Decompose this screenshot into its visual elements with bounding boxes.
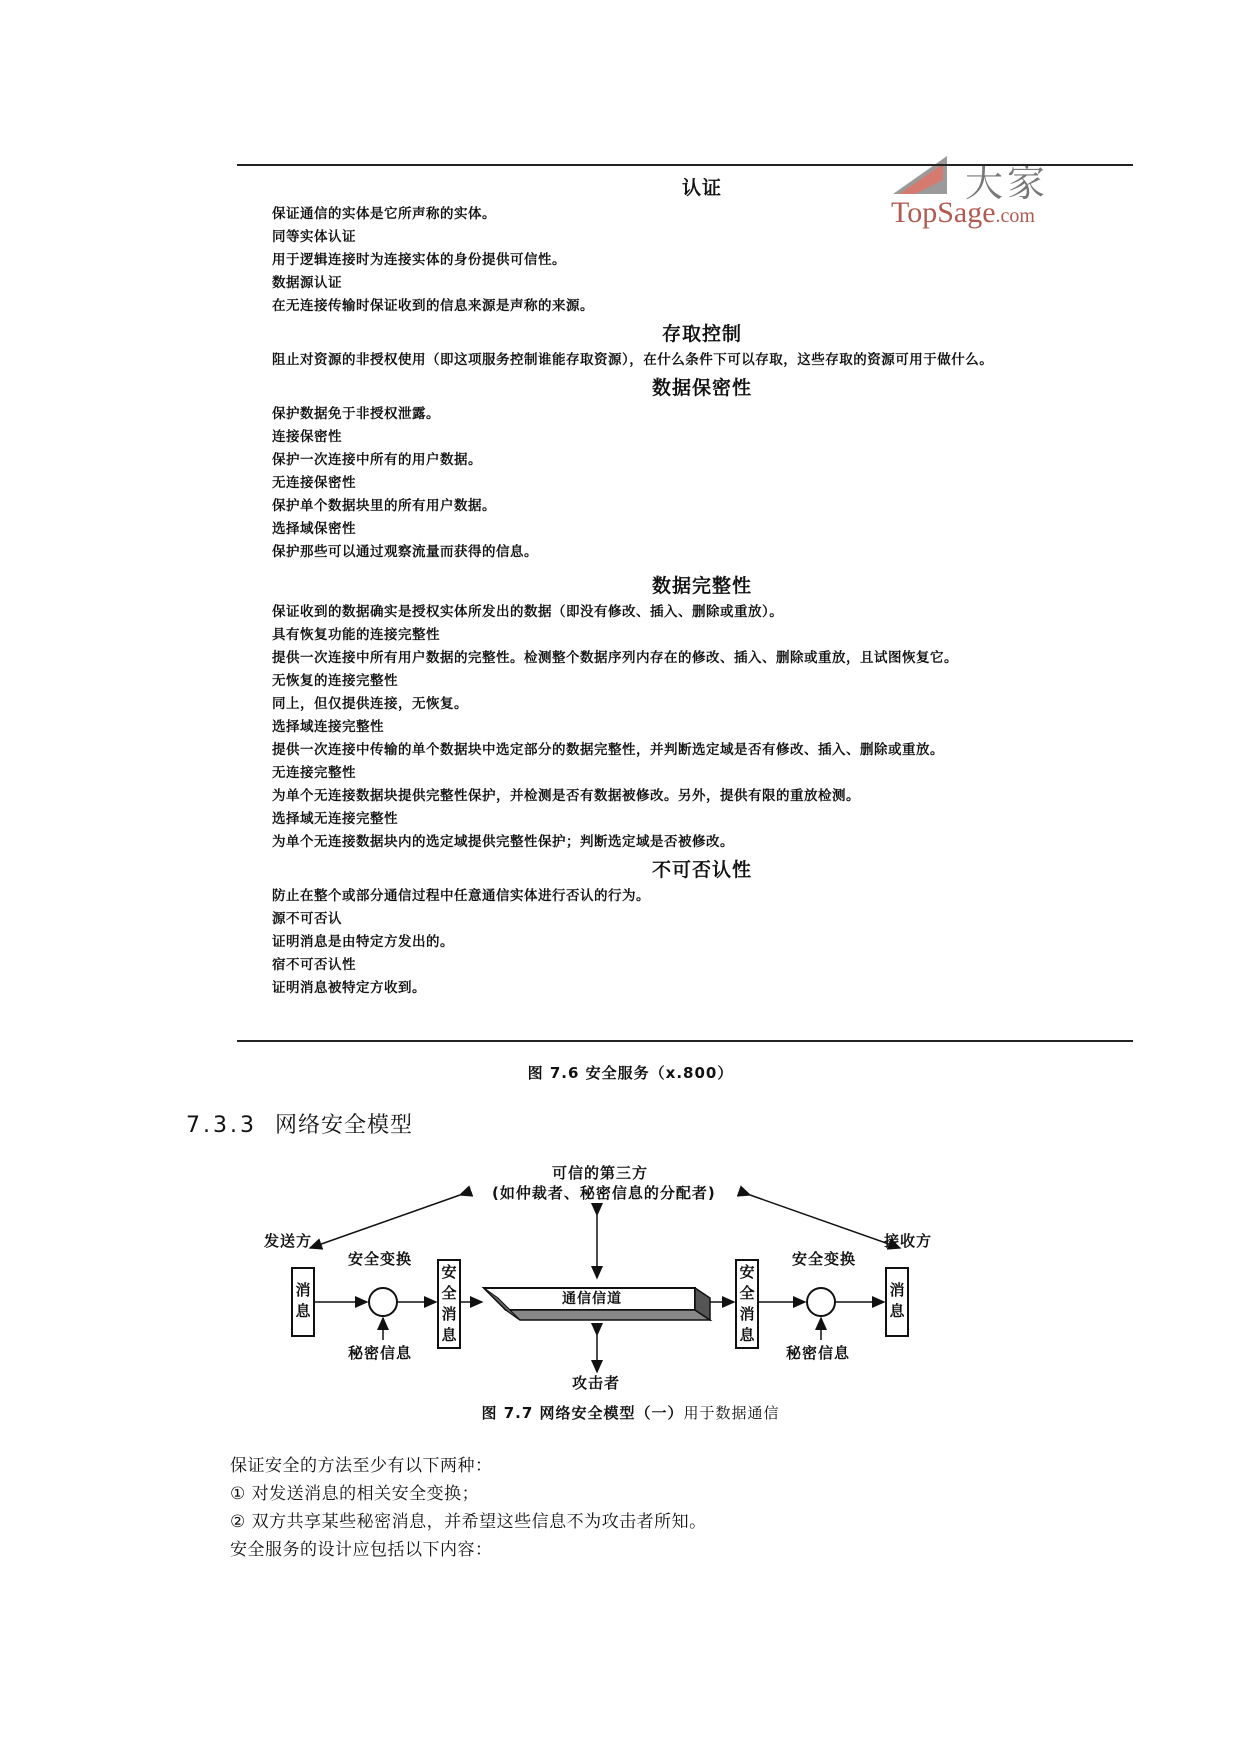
security-services-table (272, 172, 1132, 1000)
table-line: 保证通信的实体是它所声称的实体。 (272, 206, 496, 222)
body-paragraphs (230, 1452, 707, 1564)
right-transform-label: 安全变换 (792, 1250, 857, 1268)
table-line: 提供一次连接中传输的单个数据块中选定部分的数据完整性，并判断选定域是否有修改、插入、删除或重放。 (272, 742, 944, 758)
table-line: 选择域连接完整性 (272, 719, 384, 735)
trusted-left-arrow (310, 1195, 460, 1248)
section-heading-2: 数据保密性 (651, 377, 752, 399)
table-line: 同上，但仅提供连接，无恢复。 (272, 696, 468, 712)
table-line: 源不可否认 (272, 911, 342, 927)
channel-label: 通信信道 (562, 1291, 622, 1307)
trusted-right-arrow (750, 1195, 900, 1248)
table-line: 无连接保密性 (272, 475, 356, 491)
table-line: 数据源认证 (272, 275, 342, 291)
table-line: 连接保密性 (272, 429, 342, 445)
body-line: 安全服务的设计应包括以下内容： (230, 1540, 493, 1560)
table-line: 证明消息是由特定方发出的。 (272, 934, 454, 950)
section-heading-3: 数据完整性 (651, 575, 752, 597)
table-line: 选择域无连接完整性 (272, 811, 398, 827)
right-secret-label: 秘密信息 (786, 1344, 851, 1362)
right-transform-circle (807, 1288, 835, 1316)
table-line: 保护一次连接中所有的用户数据。 (272, 452, 482, 468)
watermark-cn: 大家 (965, 161, 1050, 205)
sender-message-text: 消息 (295, 1281, 311, 1320)
table-line: 提供一次连接中所有用户数据的完整性。检测整个数据序列内存在的修改、插入、删除或重放，且试图恢复它。 (272, 650, 958, 666)
table-line: 为单个无连接数据块提供完整性保护，并检测是否有数据被修改。另外，提供有限的重放检测。 (272, 788, 860, 804)
section-heading-0: 认证 (681, 177, 722, 199)
table-top-rule (237, 164, 1133, 166)
figure-7-6-caption: 图 7.6 安全服务（x.800） (527, 1064, 734, 1082)
table-line: 选择域保密性 (272, 521, 356, 537)
section-heading-4: 不可否认性 (651, 859, 752, 881)
left-transform-circle (369, 1288, 397, 1316)
left-transform-label: 安全变换 (348, 1250, 413, 1268)
table-line: 宿不可否认性 (272, 957, 356, 973)
section-heading (186, 1108, 413, 1139)
table-line: 无连接完整性 (272, 765, 356, 781)
body-line: ① 对发送消息的相关安全变换； (230, 1484, 480, 1504)
spacer (272, 564, 1132, 570)
table-line: 保护数据免于非授权泄露。 (272, 406, 440, 422)
table-line: 同等实体认证 (272, 229, 356, 245)
right-secure-message-text: 安全消息 (739, 1263, 755, 1344)
receiver-message-text: 消息 (889, 1281, 905, 1320)
table-line: 在无连接传输时保证收到的信息来源是声称的来源。 (272, 298, 594, 314)
watermark-en: TopSage.com (891, 196, 1035, 229)
table-line: 保护那些可以通过观察流量而获得的信息。 (272, 544, 538, 560)
table-line: 具有恢复功能的连接完整性 (272, 627, 440, 643)
body-line: ② 双方共享某些秘密消息，并希望这些信息不为攻击者所知。 (230, 1512, 707, 1532)
section-title: 网络安全模型 (274, 1113, 413, 1138)
figure-7-7-caption: 图 7.7 网络安全模型（一）用于数据通信 (481, 1404, 780, 1422)
left-secure-message-text: 安全消息 (441, 1263, 457, 1344)
sender-label: 发送方 (264, 1232, 313, 1250)
section-heading-1: 存取控制 (661, 323, 742, 345)
table-line: 证明消息被特定方收到。 (272, 980, 426, 996)
attacker-label: 攻击者 (572, 1374, 621, 1392)
table-line: 阻止对资源的非授权使用（即这项服务控制谁能存取资源），在什么条件下可以存取，这些存取的资源可用于做什么。 (272, 352, 994, 368)
table-line: 保护单个数据块里的所有用户数据。 (272, 498, 496, 514)
trusted-party-desc: (如仲裁者、秘密信息的分配者) (492, 1184, 716, 1202)
body-line: 保证安全的方法至少有以下两种： (230, 1456, 493, 1476)
table-line: 防止在整个或部分通信过程中任意通信实体进行否认的行为。 (272, 888, 650, 904)
table-line: 保证收到的数据确实是授权实体所发出的数据（即没有修改、插入、删除或重放）。 (272, 604, 784, 620)
trusted-party-label: 可信的第三方 (552, 1164, 649, 1182)
section-number: 7.3.3 (186, 1113, 257, 1138)
left-secret-label: 秘密信息 (348, 1344, 413, 1362)
network-security-model-diagram (264, 1160, 970, 1410)
receiver-label: 接收方 (884, 1232, 933, 1250)
table-bottom-rule (237, 1040, 1133, 1042)
table-line: 无恢复的连接完整性 (272, 673, 398, 689)
table-line: 用于逻辑连接时为连接实体的身份提供可信性。 (272, 252, 566, 268)
table-line: 为单个无连接数据块内的选定域提供完整性保护；判断选定域是否被修改。 (272, 834, 734, 850)
